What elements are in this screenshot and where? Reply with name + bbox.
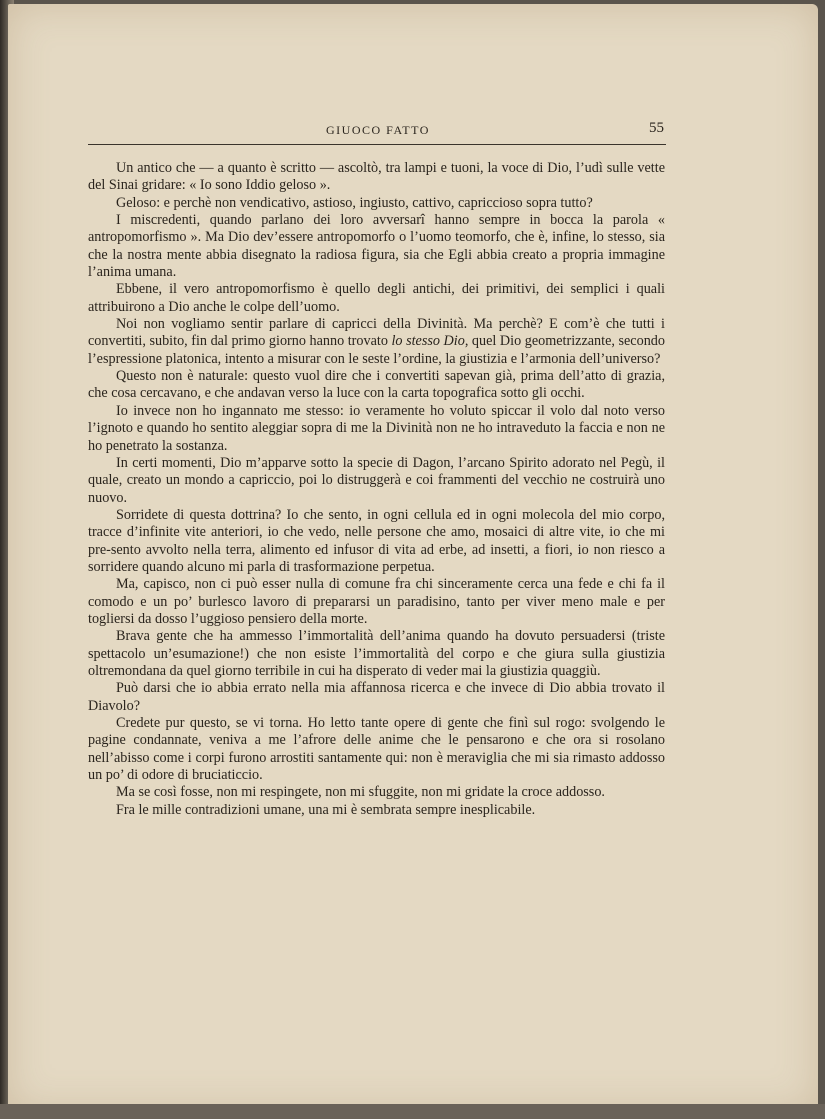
paragraph: Noi non vogliamo sentir parlare di capricci della Divinità. Ma perchè? E com’è che tutti i convertiti, subito, fin dal primo giorno hanno trovato lo stesso Dio, quel Dio geometrizzante, secondo l’espressione platonica, intento a misurar con le seste l’ordine, la giustizia e l’armonia dell’universo? xyxy=(88,316,665,367)
paragraph: Brava gente che ha ammesso l’immortalità dell’anima quando ha dovuto persuadersi (triste spettacolo un’esumazione!) che non esiste l’immortalità del corpo e che giura sulla giustizia oltremondana da quel giorno terribile in cui ha disperato di veder mai la giustizia quaggiù. xyxy=(88,628,665,679)
paragraph: Può darsi che io abbia errato nella mia affannosa ricerca e che invece di Dio abbia trovato il Diavolo? xyxy=(88,680,665,714)
italic-phrase: lo stesso Dio xyxy=(391,333,465,350)
paragraph: Geloso: e perchè non vendicativo, astioso, ingiusto, cattivo, capriccioso sopra tutto? xyxy=(116,194,593,211)
paragraph: Ebbene, il vero antropomorfismo è quello degli antichi, dei primitivi, dei semplici i quali attribuirono a Dio anche le colpe dell’uomo. xyxy=(88,281,665,315)
paragraph: In certi momenti, Dio m’apparve sotto la specie di Dagon, l’arcano Spirito adorato nel Pegù, il quale, creato un mondo a capriccio, poi lo distruggerà e coi frammenti del vecchio ne costruirà uno nuovo. xyxy=(88,454,665,506)
page-number: 55 xyxy=(649,120,664,136)
paragraph: Fra le mille contradizioni umane, una mi è sembrata sempre inesplicabile. xyxy=(116,801,536,818)
paragraph: Un antico che — a quanto è scritto — ascoltò, tra lampi e tuoni, la voce di Dio, l’udì sulle vette del Sinai gridare: « Io sono Iddio geloso ». xyxy=(88,160,665,194)
paragraph: Ma, capisco, non ci può esser nulla di comune fra chi sinceramente cerca una fede e chi fa il comodo e un po’ burlesco lavoro di prepararsi un paradisino, tanto per viver meno male e per togliersi da dosso l’uggioso pensiero della morte. xyxy=(88,576,665,627)
paragraph: Io invece non ho ingannato me stesso: io veramente ho voluto spiccar il volo dal noto verso l’ignoto e quando ho sentito aleggiar sopra di me la Divinità non ne ho intraveduto la faccia e non ne ho penetrato la sostanza. xyxy=(88,402,665,454)
paragraph: Credete pur questo, se vi torna. Ho letto tante opere di gente che finì sul rogo: svolgendo le pagine condannate, veniva a me l’afrore delle anime che le pensarono e che ora si rosolano nell’abisso come i corpi furono arrostiti santamente qui: non è meraviglia che mi sia rimasto addosso un po’ di odore di bruciaticcio. xyxy=(88,715,665,784)
body-text xyxy=(88,160,665,819)
bottom-edge xyxy=(0,1104,825,1119)
paragraph: Ma se così fosse, non mi respingete, non mi sfuggite, non mi gridate la croce addosso. xyxy=(116,784,605,801)
paragraph: Sorridete di questa dottrina? Io che sento, in ogni cellula ed in ogni molecola del mio corpo, tracce d’infinite vite anteriori, io che vedo, nelle persone che amo, mosaici di altre vite, io che mi pre-sento avvolto nella terra, alimento ed infusor di vita ad erbe, ad insetti, a fiori, io non riesco a sorridere quando alcuno mi parla di trasformazione perpetua. xyxy=(88,506,665,575)
paragraph: Questo non è naturale: questo vuol dire che i convertiti sapevan già, prima dell’atto di grazia, che cosa cercavano, e che andavan verso la luce con la carta topografica sotto gli occhi. xyxy=(88,368,665,402)
running-header xyxy=(88,118,666,145)
paragraph: I miscredenti, quando parlano dei loro avversarî hanno sempre in bocca la parola « antropomorfismo ». Ma Dio dev’essere antropomorfo o l’uomo teomorfo, che è, infine, lo stesso, sia che la nostra mente abbia disegnato la radiosa figura, sia che Egli abbia creato a propria immagine l’anima umana. xyxy=(88,212,665,281)
running-title: GIUOCO FATTO xyxy=(326,123,430,137)
